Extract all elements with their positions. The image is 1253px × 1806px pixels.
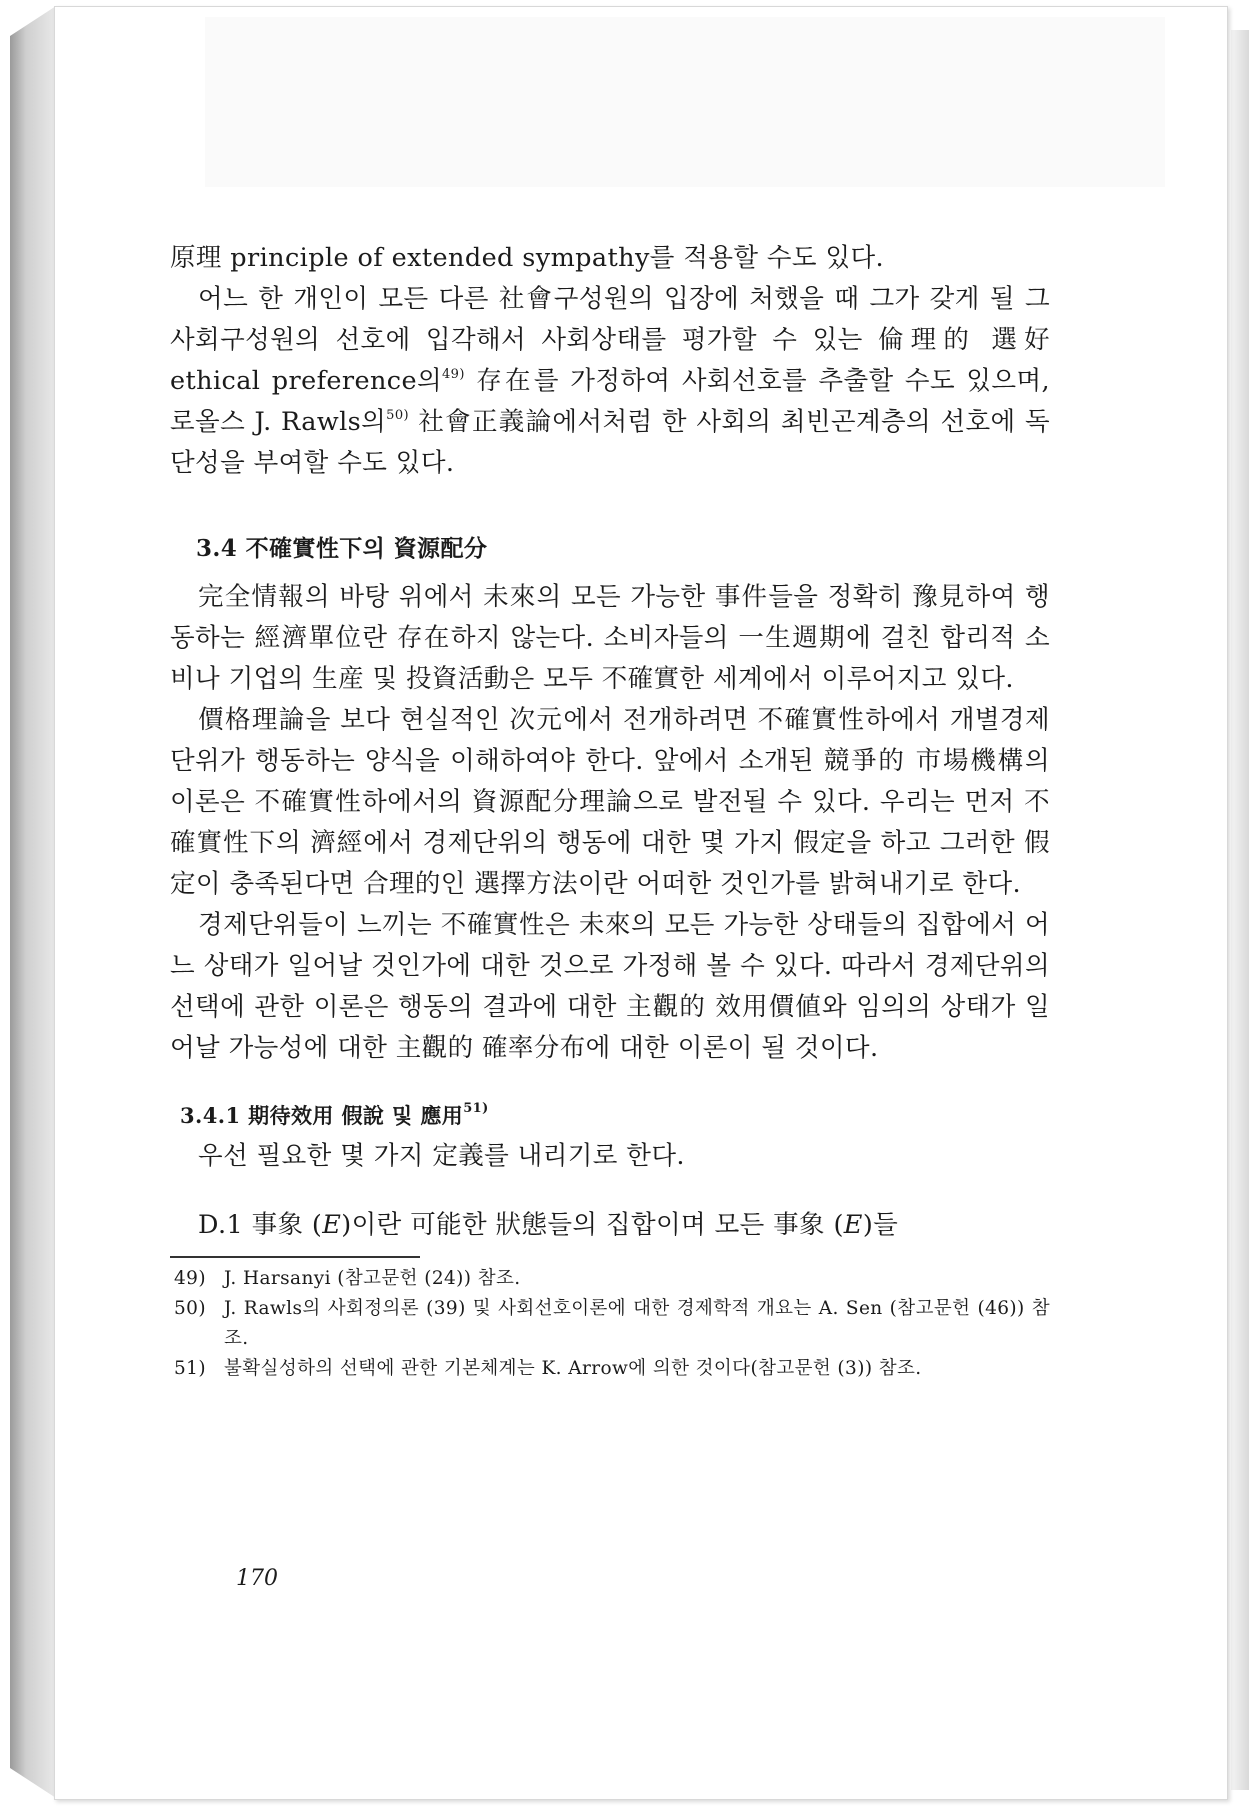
section-heading-3-4: 3.4 不確實性下의 資源配分 [196, 535, 488, 562]
math-symbol-e: E [322, 1210, 342, 1240]
footnote-number: 50) [174, 1298, 206, 1319]
book-spine-edge [10, 6, 56, 1798]
paragraph-ethical-preference [170, 279, 1050, 484]
page-content [170, 238, 1050, 1384]
footnote-50 [174, 1294, 1050, 1354]
footnote-ref-49: 49) [442, 367, 465, 382]
definition-text: D.1 事象 ( [198, 1210, 323, 1240]
footnote-number: 51) [174, 1358, 206, 1379]
paragraph-definitions-intro: 우선 필요한 몇 가지 定義를 내리기로 한다. [198, 1141, 685, 1171]
footnote-text: 불확실성하의 선택에 관한 기본체계는 K. Arrow에 의한 것이다(참고문헌 (3)) 참조. [224, 1358, 922, 1379]
footnote-number: 49) [174, 1268, 206, 1289]
paragraph-text: 存在를 가정하여 사회선호를 추출할 수도 있으며, 로올스 J. Rawls의 [170, 366, 1051, 437]
definition-text: )들 [862, 1210, 899, 1240]
paragraph-complete-information: 完全情報의 바탕 위에서 未來의 모든 가능한 事件들을 정확히 豫見하여 행동하는 經濟單位란 存在하지 않는다. 소비자들의 一生週期에 걸친 합리적 소비나 기업의 生産 및 投資活動은 모두 不確實한 세계에서 이루어지고 있다. [170, 582, 1050, 694]
paragraph-text: 社會正義論에서처럼 한 사회의 최빈곤계층의 선호에 독단성을 부여할 수도 있다. [170, 407, 1050, 478]
paragraph-intro [170, 238, 1050, 279]
footnote-text: J. Rawls의 사회정의론 (39) 및 사회선호이론에 대한 경제학적 개요는 A. Sen (참고문헌 (46)) 참조. [224, 1298, 1050, 1349]
footnote-49 [174, 1264, 1050, 1294]
footnote-text: J. Harsanyi (참고문헌 (24)) 참조. [224, 1268, 521, 1289]
paragraph-intro-text: 原理 principle of extended sympathy를 적용할 수도 있다. [170, 243, 885, 273]
definition-d1 [170, 1205, 1050, 1246]
section-heading-3-4-1 [170, 1095, 1050, 1136]
section-heading-text: 3.4.1 期待效用 假說 및 應用 [180, 1103, 464, 1128]
footnote-51 [174, 1354, 1050, 1384]
footnotes [174, 1264, 1050, 1384]
paragraph-uncertainty: 경제단위들이 느끼는 不確實性은 未來의 모든 가능한 상태들의 집합에서 어느 상태가 일어날 것인가에 대한 것으로 가정해 볼 수 있다. 따라서 경제단위의 선택에 관한 이론은 행동의 결과에 대한 主觀的 效用價値와 임의의 상태가 일어날 가능성에 대한 主觀的 確率分布에 대한 이론이 될 것이다. [170, 910, 1050, 1063]
paragraph-price-theory: 價格理論을 보다 현실적인 次元에서 전개하려면 不確實性하에서 개별경제단위가 행동하는 양식을 이해하여야 한다. 앞에서 소개된 競爭的 市場機構의 이론은 不確實性하에서의 資源配分理論으로 발전될 수 있다. 우리는 먼저 不確實性下의 濟經에서 경제단위의 행동에 대한 몇 가지 假定을 하고 그러한 假定이 충족된다면 合理的인 選擇方法이란 어떠한 것인가를 밝혀내기로 한다. [170, 705, 1050, 899]
page-header-shade [205, 17, 1165, 187]
page-number: 170 [236, 1566, 278, 1591]
math-symbol-e: E [843, 1210, 863, 1240]
paragraph-text: 어느 한 개인이 모든 다른 社會구성원의 입장에 처했을 때 그가 갖게 될 그 사회구성원의 선호에 입각해서 사회상태를 평가할 수 있는 倫理的 選好 ethical preference의 [170, 284, 1050, 396]
book-page-edge [1231, 30, 1249, 1790]
footnote-ref-50: 50) [386, 408, 409, 423]
footnote-ref-51: 51) [463, 1101, 489, 1116]
definition-text: )이란 可能한 狀態들의 집합이며 모든 事象 ( [341, 1210, 844, 1240]
footnote-divider [170, 1256, 420, 1258]
